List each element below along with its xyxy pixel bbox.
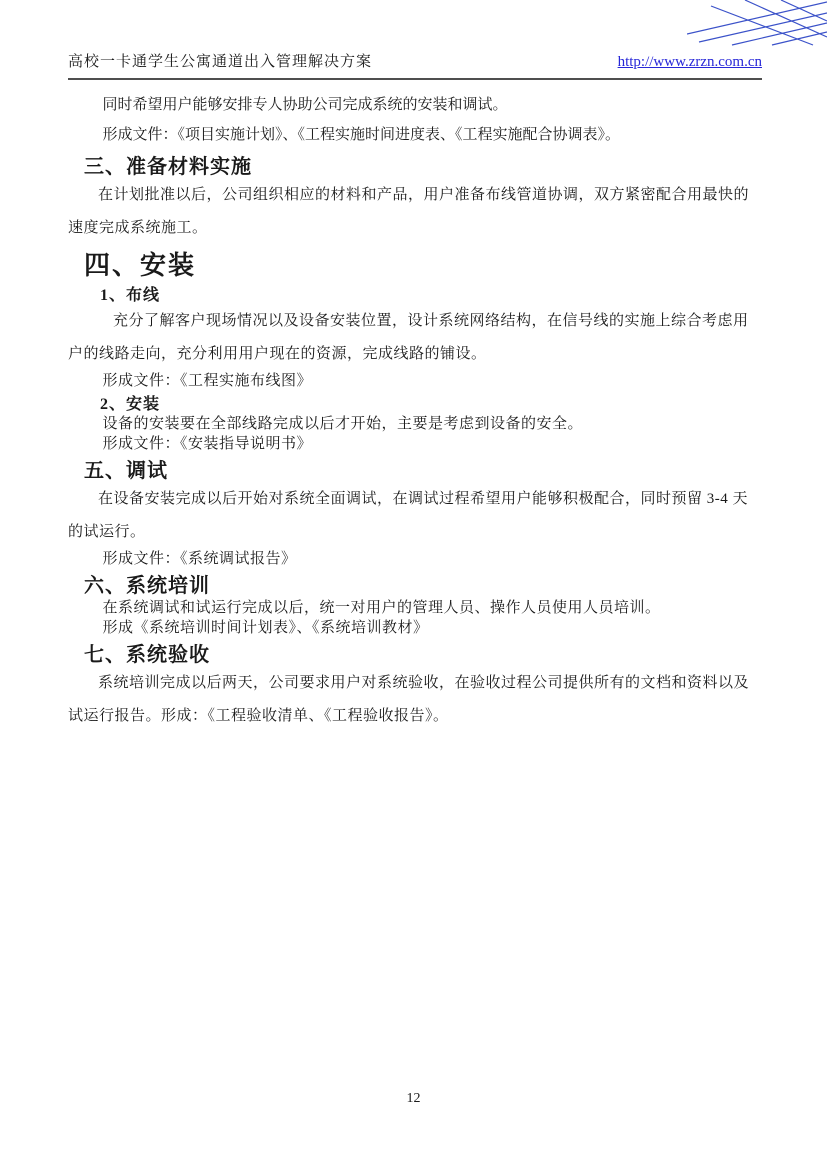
paragraph-intro-2: 形成文件：《项目实施计划》、《工程实施时间进度表、《工程实施配合协调表》。 — [102, 127, 621, 143]
page-header — [68, 50, 762, 80]
corner-diagonal-lines-icon — [687, 0, 827, 46]
subsection-4-1-doc-line: 形成文件：《工程实施布线图》 — [102, 373, 313, 389]
header-url-link[interactable]: http://www.zrzn.com.cn — [617, 54, 762, 70]
subsection-4-1-paragraph: 充分了解客户现场情况以及设备安装位置，设计系统网络结构，在信号线的实施上综合考虑用户的线路走向，充分利用用户现在的资源，完成线路的铺设。 — [68, 313, 749, 362]
section-heading-3: 三、准备材料实施 — [84, 156, 252, 178]
page-number: 12 — [406, 1091, 421, 1106]
subsection-heading-4-2: 2、安装 — [100, 396, 161, 413]
section-3-paragraph: 在计划批准以后，公司组织相应的材料和产品，用户准备布线管道协调，双方紧密配合用最快的速度完成系统施工。 — [68, 187, 750, 236]
section-6-paragraph: 在系统调试和试运行完成以后，统一对用户的管理人员、操作人员使用人员培训。 — [102, 600, 661, 616]
section-heading-7: 七、系统验收 — [84, 644, 210, 666]
subsection-4-2-doc-line: 形成文件：《安装指导说明书》 — [102, 436, 313, 452]
section-5-doc-line: 形成文件：《系统调试报告》 — [102, 551, 297, 567]
section-heading-5: 五、调试 — [84, 460, 168, 482]
section-7-paragraph: 系统培训完成以后两天，公司要求用户对系统验收，在验收过程公司提供所有的文档和资料以及试运行报告。形成：《工程验收清单、《工程验收报告》。 — [68, 675, 750, 724]
intro-paragraphs — [68, 90, 762, 150]
section-6-doc-line: 形成《系统培训时间计划表》、《系统培训教材》 — [102, 620, 429, 636]
section-5-paragraph: 在设备安装完成以后开始对系统全面调试，在调试过程希望用户能够积极配合，同时预留 3-4 天的试运行。 — [68, 491, 748, 540]
paragraph-intro-1: 同时希望用户能够安排专人协助公司完成系统的安装和调试。 — [102, 97, 508, 113]
subsection-heading-4-1: 1、布线 — [100, 287, 161, 304]
section-heading-4: 四、安装 — [84, 250, 197, 280]
document-title: 高校一卡通学生公寓通道出入管理解决方案 — [68, 54, 373, 70]
subsection-4-2-paragraph: 设备的安装要在全部线路完成以后才开始，主要是考虑到设备的安全。 — [102, 416, 584, 432]
section-heading-6: 六、系统培训 — [84, 575, 210, 597]
